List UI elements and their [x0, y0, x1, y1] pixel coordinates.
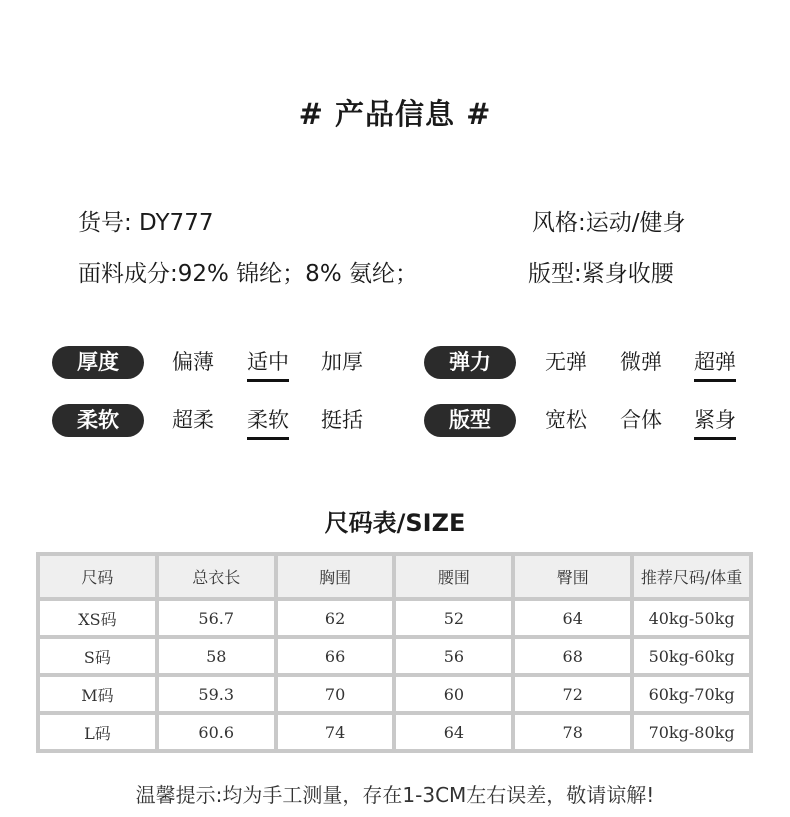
attr-option: 挺括: [321, 408, 363, 432]
table-header: 胸围: [278, 556, 393, 597]
table-cell: 62: [278, 601, 393, 635]
table-cell: 64: [515, 601, 630, 635]
table-cell: 58: [159, 639, 274, 673]
table-cell: 56.7: [159, 601, 274, 635]
size-table: [36, 552, 753, 753]
page-title: # 产品信息 #: [298, 97, 492, 131]
attr-option: 加厚: [321, 350, 363, 374]
table-cell: 72: [515, 677, 630, 711]
table-row: [40, 677, 749, 711]
attr-label-elasticity: 弹力: [424, 346, 516, 379]
table-cell: 60.6: [159, 715, 274, 749]
attr-option: 合体: [620, 408, 662, 432]
table-cell: 78: [515, 715, 630, 749]
table-cell: 74: [278, 715, 393, 749]
attr-option: 超柔: [172, 408, 214, 432]
attr-option: 宽松: [545, 408, 587, 432]
table-cell: 70kg-80kg: [634, 715, 749, 749]
style-text: 风格:运动/健身: [532, 210, 686, 236]
table-cell: 60: [396, 677, 511, 711]
attr-option-selected: 紧身: [694, 405, 736, 440]
table-cell: 56: [396, 639, 511, 673]
table-row: [40, 601, 749, 635]
table-cell: S码: [40, 639, 155, 673]
attr-label-thickness: 厚度: [52, 346, 144, 379]
attr-label-softness: 柔软: [52, 404, 144, 437]
material-text: 面料成分:92% 锦纶；8% 氨纶；: [78, 261, 418, 287]
table-cell: 60kg-70kg: [634, 677, 749, 711]
table-cell: M码: [40, 677, 155, 711]
table-cell: 70: [278, 677, 393, 711]
table-header: 臀围: [515, 556, 630, 597]
table-cell: 50kg-60kg: [634, 639, 749, 673]
table-cell: XS码: [40, 601, 155, 635]
table-header: 推荐尺码/体重: [634, 556, 749, 597]
attr-option: 偏薄: [172, 350, 214, 374]
attr-label-fit: 版型: [424, 404, 516, 437]
table-header: 总衣长: [159, 556, 274, 597]
size-chart-title: 尺码表/SIZE: [324, 509, 466, 537]
measurement-note: 温馨提示:均为手工测量，存在1-3CM左右误差，敬请谅解!: [135, 783, 655, 807]
sku-text: 货号: DY777: [78, 210, 214, 236]
table-row: [40, 715, 749, 749]
attr-option-selected: 柔软: [247, 405, 289, 440]
table-cell: 40kg-50kg: [634, 601, 749, 635]
table-cell: 66: [278, 639, 393, 673]
table-header: 腰围: [396, 556, 511, 597]
attr-option-selected: 适中: [247, 347, 289, 382]
attr-option: 无弹: [545, 350, 587, 374]
table-cell: 68: [515, 639, 630, 673]
attr-option-selected: 超弹: [694, 347, 736, 382]
fit-text: 版型:紧身收腰: [528, 261, 674, 287]
table-header-row: [40, 556, 749, 597]
table-row: [40, 639, 749, 673]
table-cell: 59.3: [159, 677, 274, 711]
table-cell: 64: [396, 715, 511, 749]
table-cell: L码: [40, 715, 155, 749]
table-header: 尺码: [40, 556, 155, 597]
table-cell: 52: [396, 601, 511, 635]
attr-option: 微弹: [620, 350, 662, 374]
